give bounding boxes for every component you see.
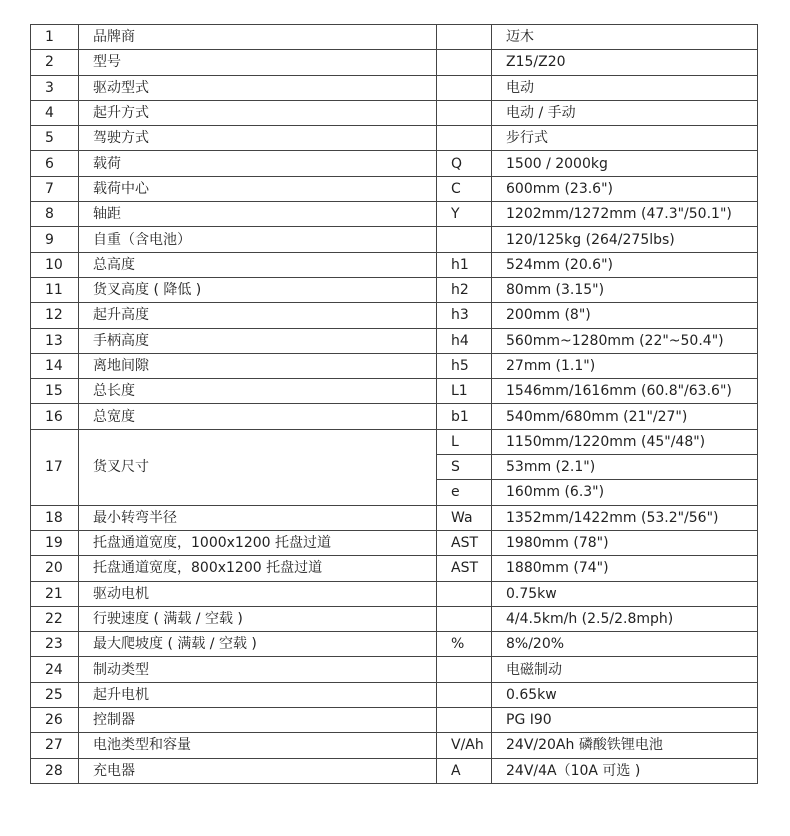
spec-value: 27mm (1.1") [492,353,758,378]
spec-value: 80mm (3.15") [492,277,758,302]
table-row [31,126,758,151]
spec-value: 1980mm (78") [492,530,758,555]
spec-name: 行驶速度 ( 满载 / 空载 ) [79,606,437,631]
spec-value: 步行式 [492,126,758,151]
spec-name: 品牌商 [79,25,437,50]
spec-symbol: Q [437,151,492,176]
spec-name: 托盘通道宽度，1000x1200 托盘过道 [79,530,437,555]
spec-symbol: h3 [437,303,492,328]
spec-value: 53mm (2.1") [492,455,758,480]
spec-table [30,24,758,784]
spec-value: 电磁制动 [492,657,758,682]
spec-name: 起升方式 [79,100,437,125]
spec-name: 轴距 [79,202,437,227]
spec-symbol: h1 [437,252,492,277]
spec-value: 1880mm (74") [492,556,758,581]
spec-symbol [437,25,492,50]
row-number: 18 [31,505,79,530]
spec-symbol [437,100,492,125]
table-row [31,100,758,125]
spec-symbol: AST [437,530,492,555]
row-number: 7 [31,176,79,201]
spec-symbol [437,126,492,151]
row-number: 17 [31,429,79,505]
row-number: 12 [31,303,79,328]
row-number: 4 [31,100,79,125]
spec-name: 自重（含电池） [79,227,437,252]
spec-symbol [437,75,492,100]
row-number: 14 [31,353,79,378]
spec-name: 制动类型 [79,657,437,682]
row-number: 2 [31,50,79,75]
row-number: 19 [31,530,79,555]
table-row [31,353,758,378]
spec-value: 120/125kg (264/275lbs) [492,227,758,252]
row-number: 10 [31,252,79,277]
table-row [31,632,758,657]
table-row [31,404,758,429]
spec-value: 迈木 [492,25,758,50]
spec-value: 4/4.5km/h (2.5/2.8mph) [492,606,758,631]
spec-name: 电池类型和容量 [79,733,437,758]
table-row [31,176,758,201]
row-number: 16 [31,404,79,429]
spec-symbol: S [437,455,492,480]
row-number: 1 [31,25,79,50]
spec-name: 总宽度 [79,404,437,429]
row-number: 11 [31,277,79,302]
spec-value: 0.65kw [492,682,758,707]
table-row [31,202,758,227]
row-number: 21 [31,581,79,606]
row-number: 27 [31,733,79,758]
spec-symbol: A [437,758,492,783]
spec-value: 8%/20% [492,632,758,657]
row-number: 6 [31,151,79,176]
table-row [31,75,758,100]
table-row [31,530,758,555]
table-row [31,227,758,252]
spec-symbol [437,657,492,682]
table-row [31,682,758,707]
spec-symbol [437,50,492,75]
spec-name: 货叉高度 ( 降低 ) [79,277,437,302]
table-row [31,252,758,277]
row-number: 28 [31,758,79,783]
spec-value: 1150mm/1220mm (45"/48") [492,429,758,454]
spec-name: 最大爬坡度 ( 满载 / 空载 ) [79,632,437,657]
table-row [31,303,758,328]
spec-value: 540mm/680mm (21"/27") [492,404,758,429]
spec-value: 1202mm/1272mm (47.3"/50.1") [492,202,758,227]
spec-value: 160mm (6.3") [492,480,758,505]
row-number: 26 [31,708,79,733]
spec-value: 560mm~1280mm (22"~50.4") [492,328,758,353]
row-number: 23 [31,632,79,657]
spec-symbol [437,708,492,733]
spec-symbol: Y [437,202,492,227]
spec-name: 离地间隙 [79,353,437,378]
spec-name: 最小转弯半径 [79,505,437,530]
row-number: 13 [31,328,79,353]
spec-name: 货叉尺寸 [79,429,437,505]
spec-table-body [31,25,758,784]
row-number: 22 [31,606,79,631]
table-row [31,50,758,75]
spec-symbol [437,581,492,606]
row-number: 5 [31,126,79,151]
spec-name: 载荷中心 [79,176,437,201]
spec-symbol [437,682,492,707]
spec-name: 总高度 [79,252,437,277]
spec-symbol: h5 [437,353,492,378]
spec-symbol [437,606,492,631]
spec-symbol: % [437,632,492,657]
spec-name: 型号 [79,50,437,75]
spec-symbol: V/Ah [437,733,492,758]
table-row [31,657,758,682]
spec-value: PG I90 [492,708,758,733]
spec-name: 起升电机 [79,682,437,707]
spec-symbol: h4 [437,328,492,353]
spec-value: 1352mm/1422mm (53.2"/56") [492,505,758,530]
spec-symbol: b1 [437,404,492,429]
table-row [31,277,758,302]
spec-value: 1546mm/1616mm (60.8"/63.6") [492,379,758,404]
row-number: 15 [31,379,79,404]
row-number: 20 [31,556,79,581]
spec-value: 1500 / 2000kg [492,151,758,176]
spec-symbol: C [437,176,492,201]
spec-symbol: L [437,429,492,454]
row-number: 24 [31,657,79,682]
table-row [31,151,758,176]
spec-value: 电动 [492,75,758,100]
spec-value: 600mm (23.6") [492,176,758,201]
spec-value: Z15/Z20 [492,50,758,75]
spec-name: 托盘通道宽度，800x1200 托盘过道 [79,556,437,581]
spec-value: 24V/20Ah 磷酸铁锂电池 [492,733,758,758]
table-row [31,505,758,530]
spec-symbol: Wa [437,505,492,530]
table-row [31,708,758,733]
spec-value: 200mm (8") [492,303,758,328]
spec-symbol: h2 [437,277,492,302]
spec-value: 24V/4A（10A 可选 ) [492,758,758,783]
spec-symbol: L1 [437,379,492,404]
spec-symbol [437,227,492,252]
spec-value: 电动 / 手动 [492,100,758,125]
table-row [31,328,758,353]
table-row [31,758,758,783]
spec-name: 驱动电机 [79,581,437,606]
spec-name: 载荷 [79,151,437,176]
spec-name: 驱动型式 [79,75,437,100]
row-number: 3 [31,75,79,100]
spec-name: 总长度 [79,379,437,404]
row-number: 25 [31,682,79,707]
table-row [31,581,758,606]
row-number: 9 [31,227,79,252]
spec-symbol: e [437,480,492,505]
table-row [31,733,758,758]
table-row [31,429,758,454]
table-row [31,556,758,581]
spec-value: 524mm (20.6") [492,252,758,277]
row-number: 8 [31,202,79,227]
spec-name: 充电器 [79,758,437,783]
spec-name: 手柄高度 [79,328,437,353]
table-row [31,25,758,50]
table-row [31,379,758,404]
table-row [31,606,758,631]
spec-value: 0.75kw [492,581,758,606]
spec-symbol: AST [437,556,492,581]
spec-name: 起升高度 [79,303,437,328]
spec-name: 驾驶方式 [79,126,437,151]
spec-name: 控制器 [79,708,437,733]
